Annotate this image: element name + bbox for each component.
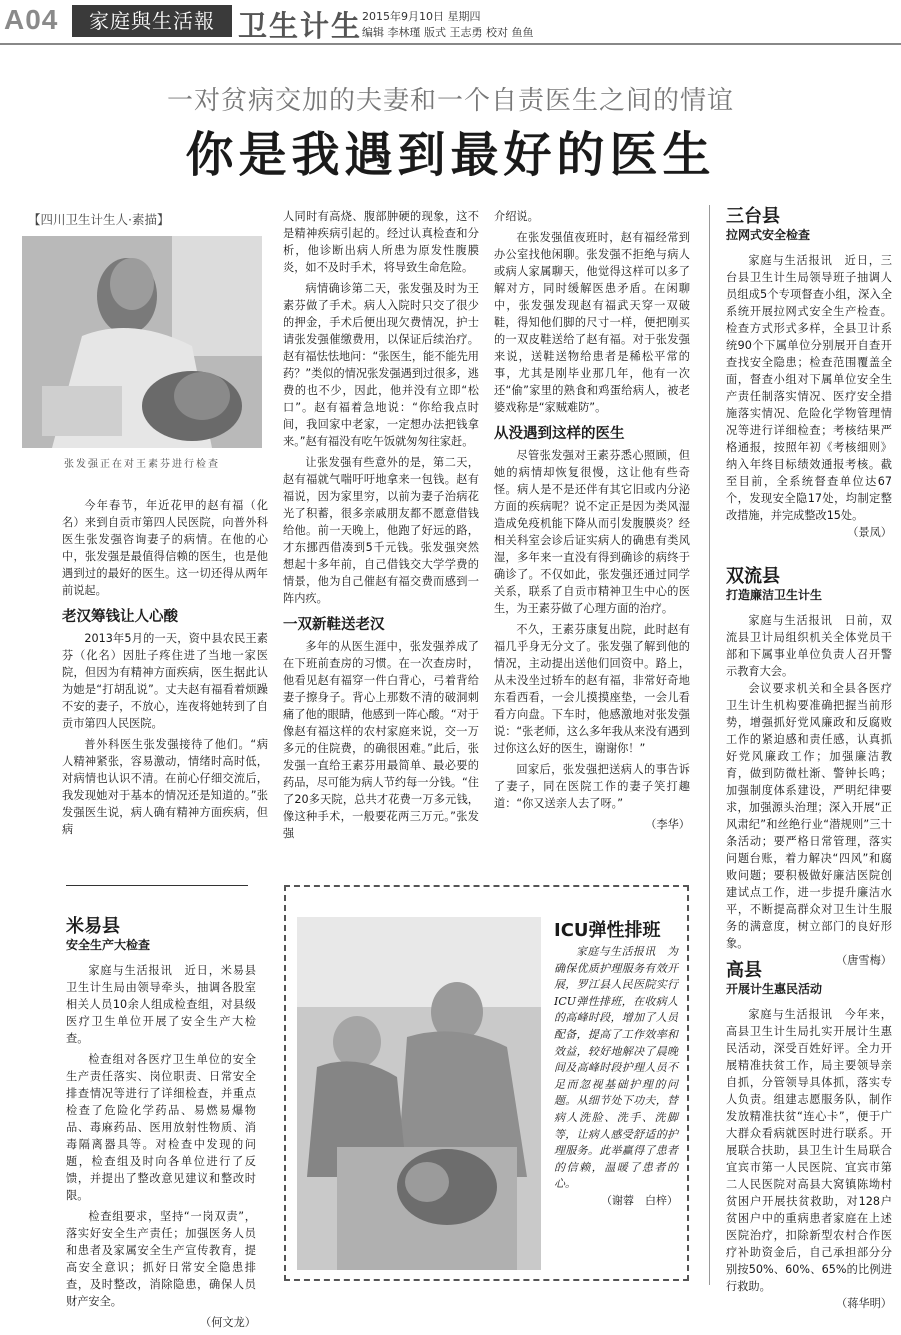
brief-topic: 打造廉洁卫生计生 <box>726 588 823 602</box>
article-column-2 <box>283 208 479 846</box>
brief-text: 检查组要求，坚持“一岗双责”，落实好安全生产责任；加强医务人员和患者及家属安全生产宣传教育，提高安全意识；抓好日常安全隐患排查，及时整改，消除隐患，确保人员财产安全。 <box>66 1210 256 1308</box>
brief-text: 会议要求机关和全县各医疗卫生计生机构要准确把握当前形势，增强抓好党风廉政和反腐败工作的紧迫感和责任感，认真抓好党风廉政工作；加强廉洁教育，做到防微杜渐、警钟长鸣；加强制度体系建设，严明纪律要求，加强源头治理；深入开展“正风肃纪”和丝绝行业“潜规则”三十条活动；要严格日常管理，落实问题台账，着力解决“四风”和腐败问题；要积极做好廉洁医院创建试点工作，进一步提升廉洁水平，不断提高群众对卫生计生服务的满意度，树立部门的良好形象。 <box>726 682 892 950</box>
article-paragraph: 2013年5月的一天，资中县农民王素芬（化名）因肚子疼住进了当地一家医院，但因为有精神方面疾病，医生据此认为她是“打胡乱说”。丈夫赵有福看着烦躁不安的妻子，不放心，连夜将她转到了自贡市第四人民医院。 <box>62 632 268 730</box>
icu-text-block <box>554 944 678 1210</box>
brief-text: 家庭与生活报讯 日前，双流县卫计局组织机关全体党员干部和下属事业单位负责人召开警示教育大会。 <box>726 614 892 678</box>
article-paragraph: 介绍说。 <box>494 210 539 223</box>
brief-miyi <box>66 918 256 1335</box>
brief-place: 米易县 <box>66 916 120 937</box>
article-paragraph: 让张发强有些意外的是，第二天，赵有福就气喘吁吁地拿来一包钱。赵有福说，因为家里穷，以前为妻子治病花光了积蓄，很多亲戚朋友都不愿意借钱给他。前一天晚上，他跑了好远的路，才东挪西借凑到5千元钱。张发强突然想起十多年前，自己借钱交大学学费的情景，他为自己催赵有福交费而感到一阵内疚。 <box>283 456 479 605</box>
brief-place: 三台县 <box>726 206 780 227</box>
section-title: 卫生计生 <box>238 9 363 43</box>
section-rule <box>66 885 248 886</box>
article-paragraph: 病情确诊第二天，张发强及时为王素芬做了手术。病人入院时只交了很少的押金，手术后便出现欠费情况，护士请张发强催缴费用，以保证后续治疗。赵有福怯怯地问：“张医生，能不能先用药？”类似的情况张发强遇到过很多，逃费的也不少，因此，他并没有立即“松口”。赵有福着急地说：“你给我点时间，我回家中老家，一定想办法把钱拿来。”赵有福没有吃午饭就匆匆往家赶。 <box>283 282 479 448</box>
icu-text: 家庭与生活报讯 为确保优质护理服务有效开展，罗江县人民医院实行ICU弹性排班，在收病人的高峰时段，增加了人员配备，提高了工作效率和效益，较好地解决了晨晚间及高峰时段护理人员不足而忽视基础护理的问题。从细节处下功夫，替病人洗脸、洗手、洗脚等，让病人感受舒适的护理服务。此举赢得了患者的信赖，温暖了患者的心。 <box>554 945 678 1191</box>
brief-signature: （唐雪梅） <box>836 954 892 967</box>
brief-topic: 拉网式安全检查 <box>726 228 811 242</box>
article-paragraph: 回家后，张发强把送病人的事告诉了妻子，同在医院工作的妻子笑打趣道：“你又送亲人去了呀。” <box>494 763 690 810</box>
header-rule <box>0 43 901 45</box>
article-subtitle: 一对贫病交加的夫妻和一个自责医生之间的情谊 <box>166 86 734 116</box>
icu-signature: （谢蓉 白梓） <box>601 1193 678 1207</box>
subheading-best-doctor: 从没遇到这样的医生 <box>494 426 625 442</box>
brief-signature: （蒋华明） <box>836 1297 892 1310</box>
article-headline: 你是我遇到最好的医生 <box>185 127 716 183</box>
brief-text: 家庭与生活报讯 近日，三台县卫生计生局领导班子抽调人员组成5个专项督查小组，深入全系统开展拉网式安全生产检查。检查方式形式多样，全县卫计系统90个下属单位分别展开自查开查找安全隐患；检查范围覆盖全面，督查小组对下属单位安全生产责任制落实情况、医疗安全措施落实情况、危险化学物管理情况等进行详细检查；考核结果严格通报，按照年初《考核细则》纳入年终目标绩效通报考核。截至目前，全系统督查单位达67个，发现安全隐17处，均制定整改措施，并完成整改15处。 <box>726 254 892 522</box>
article-column-3 <box>494 208 690 837</box>
article-paragraph: 尽管张发强对王素芬悉心照顾，但她的病情却恢复很慢，这让他有些奇怪。病人是不是还伴有其它旧或内分泌方面的疾病呢？说不定正是因为类风湿造成免疫机能下降从而引发腹膜炎？经相关科室会诊后证实病人的确患有类风湿，多年来一直没有得到确诊的病终于确诊了。不仅如此，张发强还通过同学关系，联系了自贡市精神卫生中心的医生，为王素芬做了心理方面的治疗。 <box>494 449 690 615</box>
brief-santai <box>726 208 892 541</box>
article-paragraph: 不久，王素芬康复出院，此时赵有福几乎身无分文了。张发强了解到他的情况，主动提出送他们回资中。路上，从未没坐过轿车的赵有福，非常好奇地东看西看，一会儿摸摸座垫，一会儿看看方向盘。下车时，他感激地对张发强说：“张老师，这么多年我从来没有遇到过你这么好的医生，谢谢你！” <box>494 623 690 755</box>
dateline: 2015年9月10日 星期四 <box>362 10 481 23</box>
source-credit: 【四川卫生计生人·素描】 <box>28 212 170 227</box>
column-divider <box>709 205 710 1285</box>
page-number: A04 <box>4 4 59 35</box>
editor-credits: 编辑 李林瑾 版式 王志勇 校对 鱼鱼 <box>362 26 534 39</box>
article-paragraph: 多年的从医生涯中，张发强养成了在下班前查房的习惯。在一次查房时，他看见赵有福穿一件白背心，弓着背给妻子擦身子。背心上那数不清的破洞刺痛了他的眼睛，他感到一阵心酸。“对于像赵有福这样的农村家庭来说，交一万多元的住院费，的确很困难。”此后，张发强一直给王素芬用最简单、最必要的药品，尽可能为病人节约每一分钱。“住了20多天院，总共才花费一万多元钱，像这种手术，一般要花两三万元。”张发强 <box>283 640 479 840</box>
article-paragraph: 在张发强值夜班时，赵有福经常到办公室找他闲聊。张发强不拒绝与病人或病人家属聊天，他觉得这样可以多了解对方，同时缓解医患矛盾。在闲聊中，张发强发现赵有福武天穿一双破鞋，得知他们脚的尺寸一样，便把刚买的一双皮鞋送给了赵有福。对于张发强来说，送鞋送物给患者是稀松平常的事，尤其是刚毕业那几年，他有一次还“偷”家里的熟食和鸡蛋给病人，被老婆戏称是“家贼难防”。 <box>494 231 690 414</box>
article-paragraph: 今年春节，年近花甲的赵有福（化名）来到自贡市第四人民医院，向普外科医生张发强咨询妻子的病情。在他的心中，张发强是最值得信赖的医生，也是他遇到过的最好的医生。这一切还得从两年前说起。 <box>62 499 268 597</box>
brief-text: 检查组对各医疗卫生单位的安全生产责任落实、岗位职责、日常安全排查情况等进行了详细检查，并重点检查了危险化学药品、易燃易爆物品、毒麻药品、医用放射性物质、消毒隔离器具等。对检查中发现的问题，检查组及时向各单位进行了反馈，并提出了整改意见建议和整改时限。 <box>66 1053 256 1202</box>
brief-text: 家庭与生活报讯 近日，米易县卫生计生局由领导牵头，抽调各股室相关人员10余人组成检查组，对县级医疗卫生单位开展了安全生产大检查。 <box>66 964 256 1045</box>
subheading-shoes: 一双新鞋送老汉 <box>283 617 385 633</box>
article-paragraph: 人同时有高烧、腹部肿硬的现象，这不是精神疾病引起的。经过认真检查和分析，他诊断出病人所患为原发性腹膜炎，如不及时手术，将导致生命危险。 <box>283 210 479 274</box>
subheading-money: 老汉筹钱让人心酸 <box>62 609 178 625</box>
icu-nurses-photo <box>297 917 541 1270</box>
photo-illustration <box>22 236 262 448</box>
brief-place: 高县 <box>726 960 762 981</box>
brief-topic: 开展计生惠民活动 <box>726 982 823 996</box>
brief-shuangliu <box>726 568 892 969</box>
icu-title: ICU弹性排班 <box>554 920 661 941</box>
article-paragraph: 普外科医生张发强接待了他们。“病人精神紧张，容易激动，情绪时高时低，对病情也认识不清。在前心仔细交流后，我发现她对于基本的情况还是知道的。”张发强医生说，病人确有精神方面疾病，但病 <box>62 738 268 836</box>
author-signature: （李华） <box>645 818 690 831</box>
brief-signature: （何文龙） <box>200 1316 256 1329</box>
newspaper-name: 家庭與生活報 <box>72 5 232 37</box>
brief-place: 双流县 <box>726 566 780 587</box>
brief-signature: （景凤） <box>847 526 892 539</box>
doctor-examining-patient-photo <box>22 236 262 448</box>
article-column-1 <box>62 497 268 842</box>
photo-caption: 张发强正在对王素芬进行检查 <box>64 459 220 470</box>
brief-topic: 安全生产大检查 <box>66 938 151 952</box>
brief-text: 家庭与生活报讯 今年来，高县卫生计生局扎实开展计生惠民活动，深受百姓好评。全力开展精准扶贫工作，局主要领导亲自抓，分管领导具体抓，落实专人负责。组建志愿服务队，制作发放精准扶贫“连心卡”，便于广大群众看病就医时进行联系。开展联合扶助，县卫生计生局联合宜宾市第一人民医院、宜宾市第二人民医院对高县大窝镇陈坳村贫困户开展扶贫救助，对128户贫困户中的重病患者家庭在上述医院治疗，扣除新型农村合作医疗补助资金后，自己承担部分分别按50%、60%、65%的比例进行救助。 <box>726 1008 892 1293</box>
brief-gaoxian <box>726 962 892 1312</box>
photo-illustration <box>297 917 541 1270</box>
